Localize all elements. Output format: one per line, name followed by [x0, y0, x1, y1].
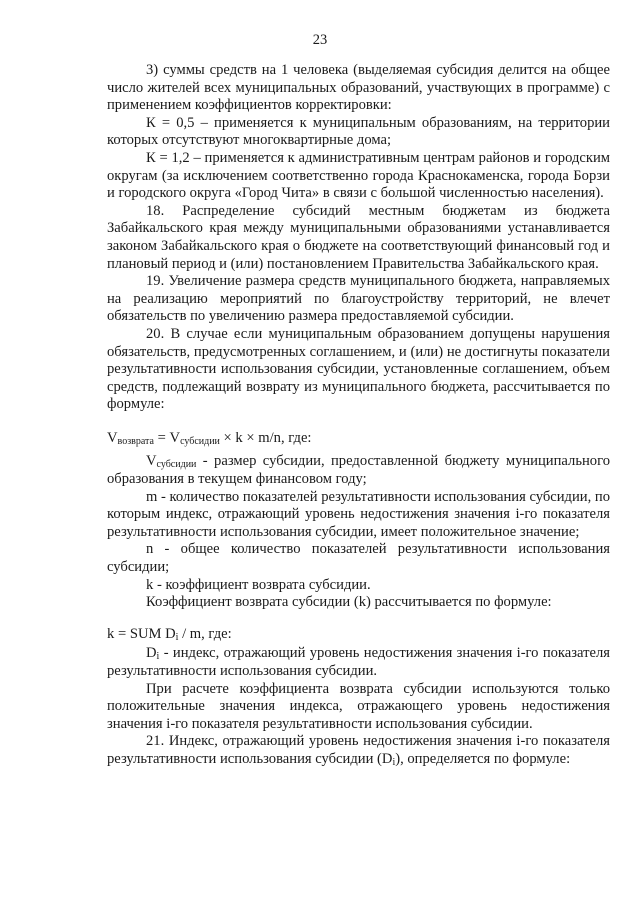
definition-k: k - коэффициент возврата субсидии.: [146, 576, 371, 593]
formula-k-rest: / m, где:: [178, 625, 232, 642]
paragraph-19: 19. Увеличение размера средств муниципального бюджета, направляемых на реализацию мероприятий по благоустройству территорий, не влечет обязательств по увеличению размера предоставляемой субсидии.: [107, 273, 610, 325]
paragraph-21-sub: i: [392, 756, 396, 768]
definition-d: [107, 645, 610, 680]
paragraph-k-12: К = 1,2 – применяется к административным центрам районов и городским округам (за исключением соответственно города Краснокаменска, города Борзи и городского округа «Город Чита» в связи с большой численностью населения).: [107, 149, 610, 202]
paragraph-21-b: ), определяется по формуле:: [395, 750, 571, 767]
paragraph-item-3: 3) суммы средств на 1 человека (выделяемая субсидия делится на общее число жителей всех муниципальных образований, участвующих в программе) с применением коэффициентов корректировки:: [107, 62, 610, 114]
formula-refund: [107, 430, 610, 448]
formula-v-sub: возврата: [117, 435, 154, 447]
definition-v-subsidy: [107, 453, 610, 488]
paragraph-k-05: К = 0,5 – применяется к муниципальным образованиям, на территории которых отсутствуют многоквартирные дома;: [107, 114, 610, 149]
paragraph-18: 18. Распределение субсидий местным бюджетам из бюджета Забайкальского края между муниципальными образованиями устанавливается законом Забайкальского края о бюджете на соответствующий финансовый год и плановый период и (или) постановлением Правительства Забайкальского края.: [107, 202, 610, 272]
formula-v: V: [107, 429, 118, 446]
definition-v-text: - размер субсидии, предоставленной бюджету муниципального образования в текущем финансовом году;: [107, 453, 610, 488]
paragraph-k-formula-intro: Коэффициент возврата субсидии (k) рассчитывается по формуле:: [146, 594, 552, 611]
definition-m: m - количество показателей результативности использования субсидии, по которым индекс, отражающий уровень недостижения значения i-го показателя результативности использования субсидии, имеет положительное значение;: [107, 488, 611, 540]
formula-eq: = V: [153, 429, 181, 446]
formula-subsidy-sub: субсидии: [180, 435, 220, 447]
var-d-sub: i: [156, 651, 160, 663]
paragraph-20: 20. В случае если муниципальным образованием допущены нарушения обязательств, предусмотренных соглашением, и (или) не достигнуты показатели результативности использования субсидии, установленные соглашением, объем средств, подлежащий возврату из муниципального бюджета, рассчитывается по формуле:: [107, 325, 610, 413]
var-v-sub: субсидии: [156, 459, 197, 471]
formula-k: [107, 626, 610, 644]
document-body: [107, 62, 610, 769]
formula-rest: × k × m/n, где:: [219, 429, 312, 446]
paragraph-positive-values: При расчете коэффициента возврата субсидии используются только положительные значения индекса, отражающего уровень недостижения значения i-го показателя результативности использования субсидии.: [107, 680, 610, 732]
paragraph-21-a: 21. Индекс, отражающий уровень недостижения значения i-го показателя результативности использования субсидии (D: [107, 733, 610, 767]
page-number: 23: [312, 32, 328, 48]
formula-k-sub: i: [175, 631, 179, 643]
var-v: V: [146, 453, 157, 470]
var-d: D: [146, 645, 157, 662]
formula-k-main: k = SUM D: [107, 625, 176, 642]
definition-d-text: - индекс, отражающий уровень недостижения значения i-го показателя результативности использования субсидии.: [107, 645, 610, 679]
definition-n: n - общее количество показателей результативности использования субсидии;: [107, 541, 610, 576]
paragraph-21: [107, 733, 610, 768]
